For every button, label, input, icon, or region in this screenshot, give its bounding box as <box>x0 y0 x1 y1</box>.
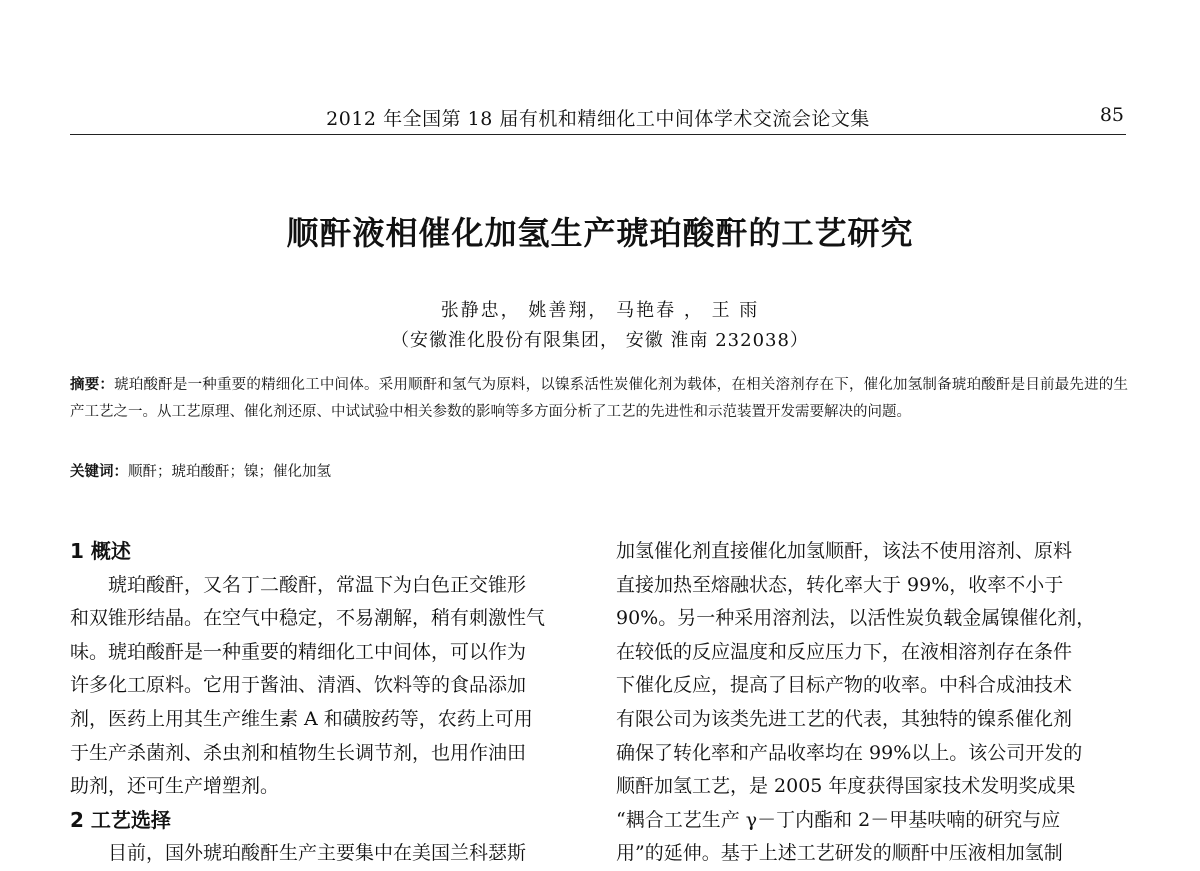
text-line: “耦合工艺生产 γ－丁内酯和 2－甲基呋喃的研究与应 <box>616 808 1061 831</box>
abstract <box>70 372 1128 426</box>
text-line: 剂，医药上用其生产维生素 A 和磺胺药等，农药上可用 <box>70 707 533 730</box>
text-line: 下催化反应，提高了目标产物的收率。中科合成油技术 <box>616 674 1073 697</box>
text-line: 和双锥形结晶。在空气中稳定，不易潮解，稍有刺激性气 <box>70 607 546 630</box>
keywords-label: 关键词： <box>70 464 128 480</box>
running-header <box>70 100 1126 135</box>
running-title: 2012 年全国第 18 届有机和精细化工中间体学术交流会论文集 <box>326 108 870 130</box>
text-line: 于生产杀菌剂、杀虫剂和植物生长调节剂，也用作油田 <box>70 741 527 764</box>
section-heading-overview: 1 概述 <box>70 539 131 563</box>
paragraph-overview <box>70 569 578 804</box>
text-line: 许多化工原料。它用于酱油、清酒、饮料等的食品添加 <box>70 674 527 697</box>
text-line: 助剂，还可生产增塑剂。 <box>70 775 280 798</box>
right-column <box>616 535 1124 871</box>
affiliation: （安徽淮化股份有限集团， 安徽 淮南 232038） <box>391 330 809 351</box>
text-line: 琥珀酸酐，又名丁二酸酐，常温下为白色正交锥形 <box>108 573 527 596</box>
author-list: 张静忠， 姚善翔， 马艳春 ， 王 雨 <box>440 300 760 321</box>
text-line: 味。琥珀酸酐是一种重要的精细化工中间体，可以作为 <box>70 640 527 663</box>
paragraph-process-selection <box>70 837 578 871</box>
text-line: 目前，国外琥珀酸酐生产主要集中在美国兰科瑟斯 <box>108 842 527 865</box>
left-column <box>70 535 578 871</box>
text-line: 在较低的反应温度和反应压力下，在液相溶剂存在条件 <box>616 640 1073 663</box>
keywords-text: 顺酐；琥珀酸酐；镍；催化加氢 <box>128 464 331 480</box>
text-line: 确保了转化率和产品收率均在 99%以上。该公司开发的 <box>616 741 1083 764</box>
keywords <box>70 459 1128 486</box>
abstract-label: 摘要： <box>70 377 115 393</box>
text-line: 顺酐加氢工艺，是 2005 年度获得国家技术发明奖成果 <box>616 775 1076 798</box>
section-heading-process-selection: 2 工艺选择 <box>70 807 171 832</box>
page-number: 85 <box>1099 104 1124 126</box>
paragraph-continued <box>616 535 1124 871</box>
text-line: 直接加热至熔融状态，转化率大于 99%，收率不小于 <box>616 573 1064 596</box>
text-line: 有限公司为该类先进工艺的代表，其独特的镍系催化剂 <box>616 707 1073 730</box>
text-line: 加氢催化剂直接催化加氢顺酐，该法不使用溶剂、原料 <box>616 540 1073 562</box>
paper-title: 顺酐液相催化加氢生产琥珀酸酐的工艺研究 <box>286 214 914 252</box>
text-line: 用”的延伸。基于上述工艺研发的顺酐中压液相加氢制 <box>616 842 1063 865</box>
text-line: 90%。另一种采用溶剂法，以活性炭负载金属镍催化剂， <box>616 607 1096 630</box>
abstract-text: 琥珀酸酐是一种重要的精细化工中间体。采用顺酐和氢气为原料，以镍系活性炭催化剂为载体，在相关溶剂存在下，催化加氢制备琥珀酸酐是目前最先进的生产工艺之一。从工艺原理、催化剂还原、中试试验中相关参数的影响等多方面分析了工艺的先进性和示范装置开发需要解决的问题。 <box>70 377 1128 420</box>
